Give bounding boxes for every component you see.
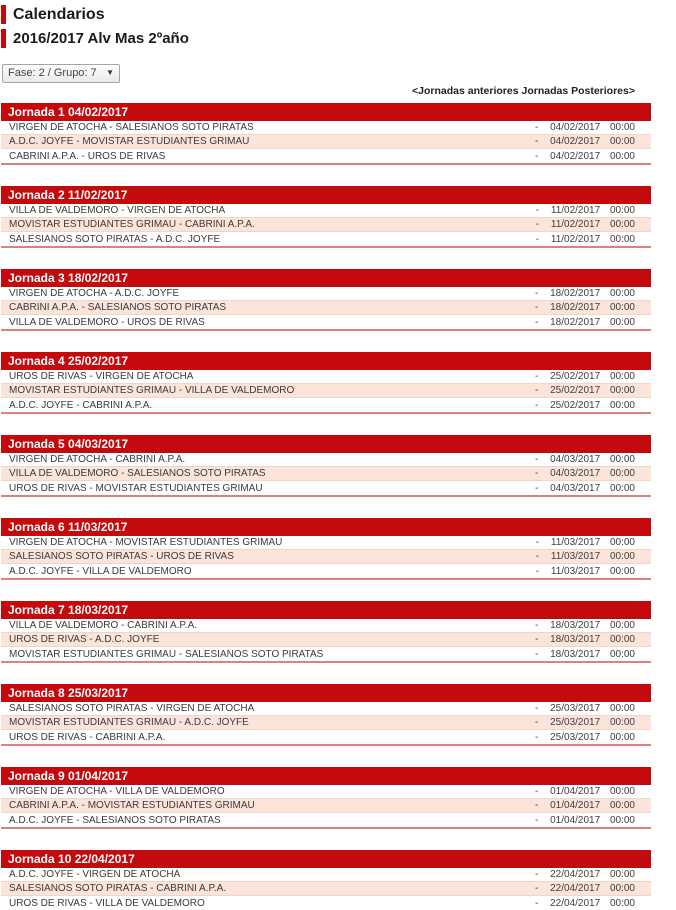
- match-date: 18/02/2017: [550, 316, 601, 328]
- match-schedule: [535, 468, 635, 479]
- previous-jornadas-link[interactable]: <Jornadas anteriores: [412, 85, 519, 97]
- match-score: -: [535, 454, 539, 465]
- match-date: 18/03/2017: [550, 648, 601, 660]
- match-time: 00:00: [609, 883, 635, 894]
- match-teams-link[interactable]: A.D.C. JOYFE - CABRINI A.P.A.: [9, 399, 153, 411]
- match-schedule: [535, 136, 635, 147]
- match-date: 22/04/2017: [550, 897, 601, 909]
- jornada-rows: [1, 287, 651, 329]
- match-date: 01/04/2017: [550, 814, 601, 826]
- match-date: 22/04/2017: [550, 883, 601, 894]
- match-date: 25/03/2017: [550, 731, 601, 743]
- match-row: [1, 716, 651, 730]
- match-row: [1, 287, 651, 301]
- match-score: -: [535, 385, 539, 396]
- match-date: 04/02/2017: [550, 122, 601, 133]
- match-teams-link[interactable]: SALESIANOS SOTO PIRATAS - CABRINI A.P.A.: [9, 883, 227, 894]
- match-time: 00:00: [609, 150, 635, 162]
- match-date: 11/02/2017: [550, 219, 601, 230]
- match-score: -: [535, 717, 539, 728]
- match-teams-link[interactable]: CABRINI A.P.A. - MOVISTAR ESTUDIANTES GRIMAU: [9, 800, 255, 811]
- match-time: 00:00: [609, 302, 635, 313]
- phase-group-filter: [2, 63, 120, 83]
- match-score: -: [535, 634, 539, 645]
- match-time: 00:00: [609, 897, 635, 909]
- match-time: 00:00: [609, 551, 635, 562]
- match-time: 00:00: [609, 869, 635, 880]
- match-score: -: [535, 219, 540, 230]
- next-jornadas-link[interactable]: Jornadas Posteriores>: [521, 85, 635, 97]
- match-row: [1, 730, 651, 744]
- match-schedule: [535, 483, 635, 494]
- match-teams-link[interactable]: VIRGEN DE ATOCHA - VILLA DE VALDEMORO: [9, 786, 225, 797]
- jornadas-list: [1, 103, 651, 910]
- match-date: 11/02/2017: [550, 233, 601, 245]
- match-teams-link[interactable]: CABRINI A.P.A. - UROS DE RIVAS: [9, 150, 166, 162]
- match-schedule: [535, 400, 635, 411]
- match-schedule: [535, 883, 635, 894]
- match-time: 00:00: [609, 565, 635, 577]
- match-row: [1, 398, 651, 412]
- match-time: 00:00: [609, 233, 635, 245]
- match-date: 11/03/2017: [550, 565, 601, 577]
- match-teams-link[interactable]: UROS DE RIVAS - VILLA DE VALDEMORO: [9, 897, 205, 909]
- jornada-header: Jornada 8 25/03/2017: [1, 684, 651, 702]
- jornada-section: [1, 767, 651, 829]
- jornada-header: Jornada 6 11/03/2017: [1, 518, 651, 536]
- jornada-header: Jornada 10 22/04/2017: [1, 850, 651, 868]
- match-score: -: [535, 565, 540, 577]
- jornada-header: Jornada 1 04/02/2017: [1, 103, 651, 121]
- jornada-section: [1, 850, 651, 910]
- match-score: -: [535, 205, 540, 216]
- jornada-rows: [1, 619, 651, 661]
- match-score: -: [535, 150, 539, 162]
- match-row: [1, 619, 651, 633]
- match-time: 00:00: [609, 385, 635, 396]
- match-schedule: [536, 566, 635, 577]
- match-row: [1, 370, 651, 384]
- match-row: [1, 121, 651, 135]
- match-time: 00:00: [609, 205, 635, 216]
- match-teams-link[interactable]: UROS DE RIVAS - MOVISTAR ESTUDIANTES GRIMAU: [9, 482, 263, 494]
- match-row: [1, 232, 651, 246]
- match-row: [1, 481, 651, 495]
- match-row: [1, 149, 651, 163]
- match-time: 00:00: [609, 537, 635, 548]
- match-teams-link[interactable]: VILLA DE VALDEMORO - UROS DE RIVAS: [9, 316, 205, 328]
- match-row: [1, 467, 651, 481]
- match-score: -: [535, 786, 539, 797]
- match-teams-link[interactable]: UROS DE RIVAS - VIRGEN DE ATOCHA: [9, 371, 194, 382]
- match-schedule: [535, 385, 635, 396]
- match-date: 25/02/2017: [550, 371, 601, 382]
- match-date: 04/03/2017: [550, 454, 601, 465]
- match-score: -: [535, 897, 539, 909]
- match-time: 00:00: [609, 634, 635, 645]
- match-row: [1, 453, 651, 467]
- match-score: -: [535, 814, 539, 826]
- content-area: [1, 0, 651, 910]
- match-date: 11/03/2017: [550, 537, 601, 548]
- match-schedule: [535, 122, 635, 133]
- match-score: -: [535, 703, 539, 714]
- match-date: 04/02/2017: [550, 150, 601, 162]
- match-score: -: [535, 869, 539, 880]
- jornada-rows: [1, 204, 651, 246]
- match-date: 18/03/2017: [550, 620, 601, 631]
- match-row: [1, 204, 651, 218]
- match-date: 01/04/2017: [550, 786, 601, 797]
- match-schedule: [535, 454, 635, 465]
- match-score: -: [535, 883, 539, 894]
- match-date: 25/02/2017: [550, 385, 601, 396]
- match-score: -: [535, 316, 539, 328]
- match-schedule: [535, 815, 635, 826]
- match-time: 00:00: [609, 800, 635, 811]
- match-time: 00:00: [609, 703, 635, 714]
- match-time: 00:00: [609, 482, 635, 494]
- match-row: [1, 702, 651, 716]
- jornada-section: [1, 684, 651, 746]
- match-teams-link[interactable]: SALESIANOS SOTO PIRATAS - UROS DE RIVAS: [9, 551, 234, 562]
- match-time: 00:00: [609, 371, 635, 382]
- match-row: [1, 882, 651, 896]
- jornada-section: [1, 601, 651, 663]
- match-schedule: [535, 649, 635, 660]
- match-schedule: [536, 234, 635, 245]
- match-row: [1, 813, 651, 827]
- match-schedule: [535, 371, 635, 382]
- match-row: [1, 315, 651, 329]
- match-teams-link[interactable]: A.D.C. JOYFE - SALESIANOS SOTO PIRATAS: [9, 814, 221, 826]
- match-teams-link[interactable]: VILLA DE VALDEMORO - VIRGEN DE ATOCHA: [9, 205, 226, 216]
- match-teams-link[interactable]: MOVISTAR ESTUDIANTES GRIMAU - A.D.C. JOYFE: [9, 717, 249, 728]
- jornada-section: [1, 269, 651, 331]
- match-schedule: [535, 703, 635, 714]
- match-schedule: [536, 205, 635, 216]
- match-score: -: [535, 620, 539, 631]
- jornada-rows: [1, 536, 651, 578]
- match-time: 00:00: [609, 468, 635, 479]
- match-score: -: [535, 648, 539, 660]
- match-teams-link[interactable]: A.D.C. JOYFE - VIRGEN DE ATOCHA: [9, 869, 181, 880]
- match-score: -: [535, 371, 539, 382]
- match-teams-link[interactable]: SALESIANOS SOTO PIRATAS - A.D.C. JOYFE: [9, 233, 221, 245]
- match-teams-link[interactable]: UROS DE RIVAS - A.D.C. JOYFE: [9, 634, 160, 645]
- match-schedule: [535, 302, 635, 313]
- match-time: 00:00: [609, 731, 635, 743]
- phase-group-select[interactable]: [2, 64, 120, 83]
- match-row: [1, 647, 651, 661]
- match-teams-link[interactable]: MOVISTAR ESTUDIANTES GRIMAU - SALESIANOS SOTO PIRATAS: [9, 648, 324, 660]
- match-score: -: [535, 122, 539, 133]
- jornada-rows: [1, 121, 651, 163]
- match-schedule: [536, 537, 635, 548]
- match-teams-link[interactable]: VILLA DE VALDEMORO - CABRINI A.P.A.: [9, 620, 198, 631]
- match-schedule: [535, 620, 635, 631]
- match-time: 00:00: [609, 288, 635, 299]
- match-row: [1, 896, 651, 910]
- match-row: [1, 301, 651, 315]
- season-subtitle: 2016/2017 Alv Mas 2ºaño: [1, 29, 651, 48]
- match-score: -: [535, 731, 539, 743]
- match-score: -: [535, 482, 539, 494]
- match-teams-link[interactable]: CABRINI A.P.A. - SALESIANOS SOTO PIRATAS: [9, 302, 227, 313]
- match-score: -: [535, 551, 540, 562]
- match-teams-link[interactable]: SALESIANOS SOTO PIRATAS - VIRGEN DE ATOCHA: [9, 703, 255, 714]
- jornada-rows: [1, 370, 651, 412]
- match-schedule: [535, 786, 635, 797]
- match-date: 11/02/2017: [550, 205, 601, 216]
- match-row: [1, 799, 651, 813]
- match-schedule: [535, 151, 635, 162]
- jornada-rows: [1, 868, 651, 910]
- jornada-rows: [1, 702, 651, 744]
- match-score: -: [535, 233, 540, 245]
- match-score: -: [535, 537, 540, 548]
- jornada-header: Jornada 4 25/02/2017: [1, 352, 651, 370]
- match-row: [1, 536, 651, 550]
- match-time: 00:00: [609, 219, 635, 230]
- match-time: 00:00: [609, 814, 635, 826]
- match-schedule: [535, 898, 635, 909]
- chevron-down-icon: ▼: [106, 68, 114, 77]
- jornada-header: Jornada 2 11/02/2017: [1, 186, 651, 204]
- match-row: [1, 564, 651, 578]
- jornada-section: [1, 103, 651, 165]
- match-time: 00:00: [609, 316, 635, 328]
- match-score: -: [535, 468, 539, 479]
- match-date: 25/02/2017: [550, 399, 601, 411]
- jornada-section: [1, 186, 651, 248]
- match-time: 00:00: [609, 786, 635, 797]
- match-score: -: [535, 800, 539, 811]
- match-schedule: [535, 732, 635, 743]
- match-teams-link[interactable]: UROS DE RIVAS - CABRINI A.P.A.: [9, 731, 166, 743]
- match-time: 00:00: [609, 399, 635, 411]
- match-teams-link[interactable]: A.D.C. JOYFE - MOVISTAR ESTUDIANTES GRIMAU: [9, 136, 250, 147]
- match-row: [1, 135, 651, 149]
- match-date: 04/03/2017: [550, 482, 601, 494]
- match-row: [1, 785, 651, 799]
- match-teams-link[interactable]: MOVISTAR ESTUDIANTES GRIMAU - CABRINI A.P.A.: [9, 219, 255, 230]
- match-date: 11/03/2017: [550, 551, 601, 562]
- jornada-section: [1, 518, 651, 580]
- match-score: -: [535, 302, 539, 313]
- match-schedule: [535, 800, 635, 811]
- match-time: 00:00: [609, 454, 635, 465]
- match-schedule: [535, 869, 635, 880]
- match-schedule: [535, 634, 635, 645]
- match-time: 00:00: [609, 648, 635, 660]
- match-teams-link[interactable]: VIRGEN DE ATOCHA - MOVISTAR ESTUDIANTES GRIMAU: [9, 537, 283, 548]
- match-date: 18/02/2017: [550, 288, 601, 299]
- match-teams-link[interactable]: MOVISTAR ESTUDIANTES GRIMAU - VILLA DE VALDEMORO: [9, 385, 295, 396]
- match-time: 00:00: [609, 620, 635, 631]
- match-date: 25/03/2017: [550, 703, 601, 714]
- jornada-header: Jornada 3 18/02/2017: [1, 269, 651, 287]
- match-row: [1, 868, 651, 882]
- jornada-rows: [1, 453, 651, 495]
- match-schedule: [535, 717, 635, 728]
- match-row: [1, 633, 651, 647]
- match-teams-link[interactable]: VIRGEN DE ATOCHA - A.D.C. JOYFE: [9, 288, 180, 299]
- match-time: 00:00: [609, 136, 635, 147]
- jornada-header: Jornada 7 18/03/2017: [1, 601, 651, 619]
- match-teams-link[interactable]: A.D.C. JOYFE - VILLA DE VALDEMORO: [9, 565, 192, 577]
- match-date: 25/03/2017: [550, 717, 601, 728]
- match-date: 01/04/2017: [550, 800, 601, 811]
- match-row: [1, 550, 651, 564]
- match-row: [1, 218, 651, 232]
- jornada-header: Jornada 9 01/04/2017: [1, 767, 651, 785]
- match-date: 04/03/2017: [550, 468, 601, 479]
- match-time: 00:00: [609, 717, 635, 728]
- jornada-section: [1, 352, 651, 414]
- match-date: 18/02/2017: [550, 302, 601, 313]
- match-teams-link[interactable]: VIRGEN DE ATOCHA - CABRINI A.P.A.: [9, 454, 186, 465]
- match-date: 18/03/2017: [550, 634, 601, 645]
- match-row: [1, 384, 651, 398]
- jornada-section: [1, 435, 651, 497]
- jornada-header: Jornada 5 04/03/2017: [1, 435, 651, 453]
- match-schedule: [535, 288, 635, 299]
- match-score: -: [535, 288, 539, 299]
- match-teams-link[interactable]: VIRGEN DE ATOCHA - SALESIANOS SOTO PIRATAS: [9, 122, 254, 133]
- match-date: 22/04/2017: [550, 869, 601, 880]
- page-title: Calendarios: [1, 5, 651, 24]
- match-schedule: [535, 317, 635, 328]
- match-schedule: [536, 219, 635, 230]
- jornada-rows: [1, 785, 651, 827]
- match-score: -: [535, 399, 539, 411]
- match-teams-link[interactable]: VILLA DE VALDEMORO - SALESIANOS SOTO PIRATAS: [9, 468, 266, 479]
- match-time: 00:00: [609, 122, 635, 133]
- match-date: 04/02/2017: [550, 136, 601, 147]
- match-schedule: [536, 551, 635, 562]
- jornadas-pagination: [1, 85, 651, 97]
- match-score: -: [535, 136, 539, 147]
